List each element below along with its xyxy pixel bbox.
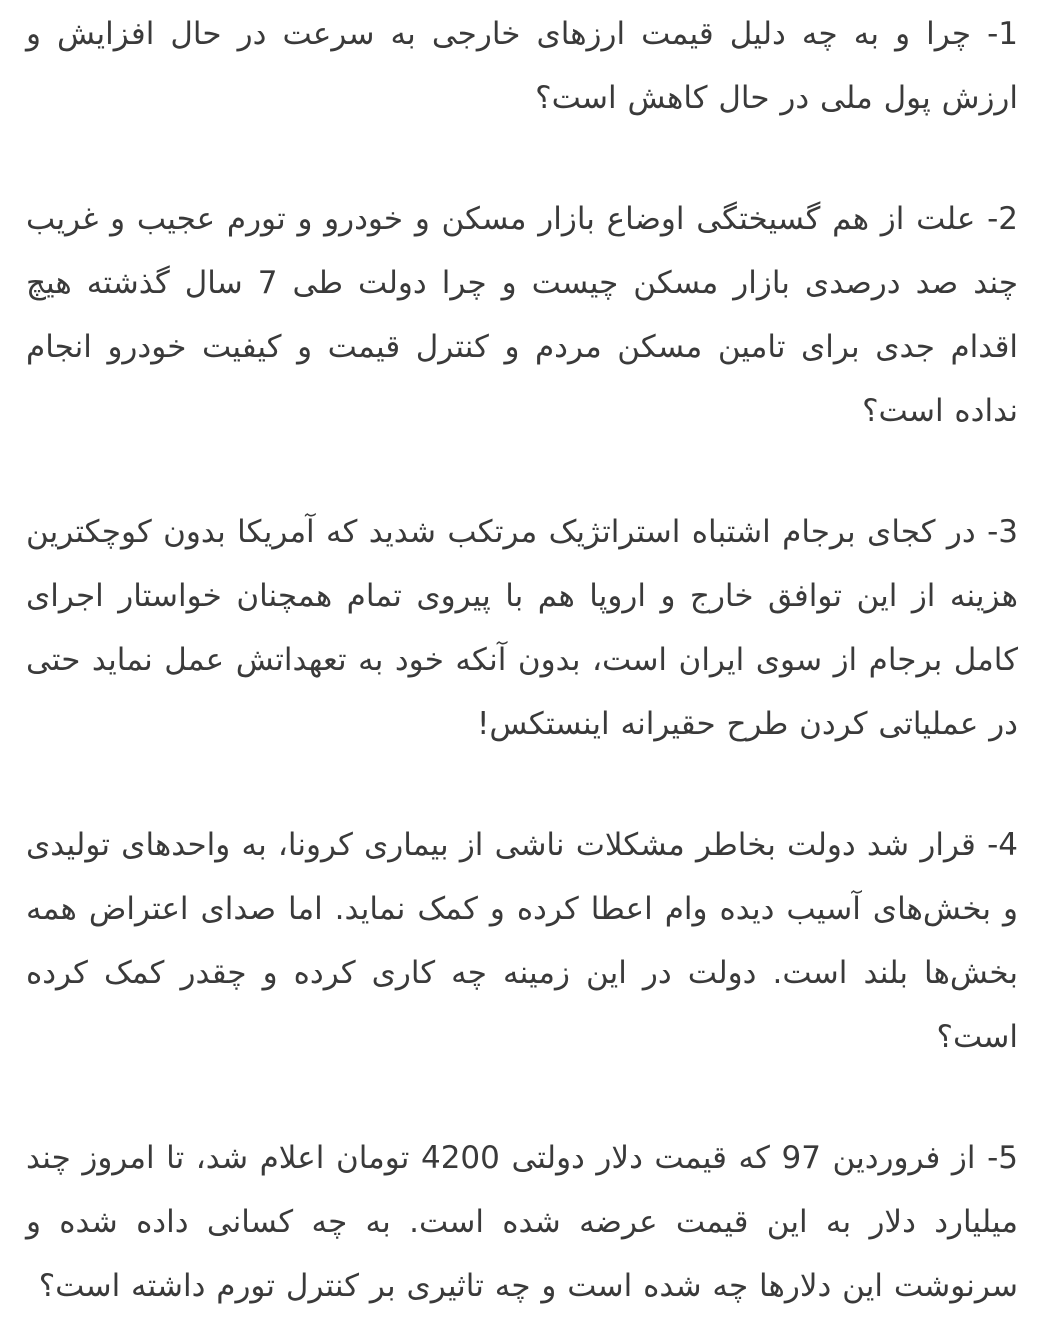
question-paragraph-1: 1- چرا و به چه دلیل قیمت ارزهای خارجی به سرعت در حال افزایش و ارزش پول ملی در حال کاهش است؟ — [26, 16, 1018, 116]
question-paragraph-5: 5- از فروردین 97 که قیمت دلار دولتی 4200 تومان اعلام شد، تا امروز چند میلیارد دلار به این قیمت عرضه شده است. به چه کسانی داده شده و سرنوشت این دلارها چه شده است و چه تاثیری بر کنترل تورم داشته است؟ — [26, 1140, 1018, 1304]
question-paragraph-4: 4- قرار شد دولت بخاطر مشکلات ناشی از بیماری کرونا، به واحدهای تولیدی و بخش‌های آسیب دیده وام اعطا کرده و کمک نماید. اما صدای اعتراض همه بخش‌ها بلند است. دولت در این زمینه چه کاری کرده و چقدر کمک کرده است؟ — [26, 827, 1018, 1055]
question-paragraph-3: 3- در کجای برجام اشتباه استراتژیک مرتکب شدید که آمریکا بدون کوچکترین هزینه از این توافق خارج و اروپا هم با پیروی تمام همچنان خواستار اجرای کامل برجام از سوی ایران است، بدون آنکه خود به تعهداتش عمل نماید حتی در عملیاتی کردن طرح حقیرانه اینستکس! — [26, 514, 1018, 742]
question-paragraph-2: 2- علت از هم گسیختگی اوضاع بازار مسکن و خودرو و تورم عجیب و غریب چند صد درصدی بازار مسکن چیست و چرا دولت طی 7 سال گذشته هیچ اقدام جدی برای تامین مسکن مردم و کنترل قیمت و کیفیت خودرو انجام نداده است؟ — [26, 201, 1019, 429]
